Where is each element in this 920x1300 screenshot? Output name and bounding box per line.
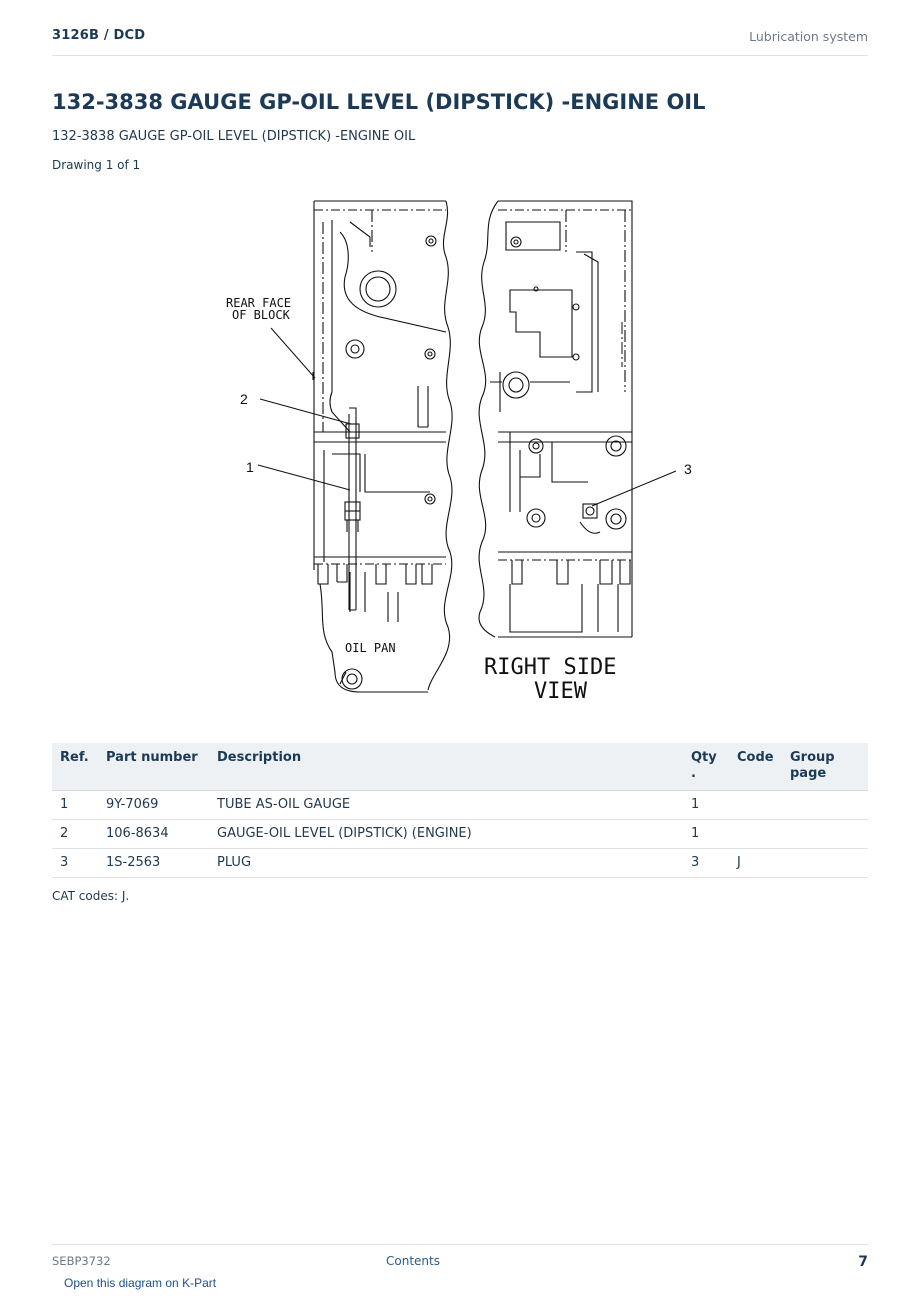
callout-2: 2 xyxy=(240,391,248,407)
cell-code xyxy=(729,820,782,849)
header-part-number: Part number xyxy=(98,743,209,791)
page-footer xyxy=(52,1244,868,1274)
leader-lines xyxy=(258,322,676,506)
parts-diagram xyxy=(200,192,720,704)
cell-code: J xyxy=(729,849,782,878)
cell-part-number: 9Y-7069 xyxy=(98,791,209,820)
cell-group-page xyxy=(782,849,868,878)
table-row xyxy=(52,791,868,820)
page-number: 7 xyxy=(858,1254,868,1270)
cell-ref: 1 xyxy=(52,791,98,820)
page-subtitle: 132-3838 GAUGE GP-OIL LEVEL (DIPSTICK) -ENGINE OIL xyxy=(52,129,416,144)
open-in-kpart-link[interactable]: Open this diagram on K-Part xyxy=(64,1276,217,1290)
cell-group-page xyxy=(782,820,868,849)
header-ref: Ref. xyxy=(52,743,98,791)
drawing-count: Drawing 1 of 1 xyxy=(52,158,141,172)
cell-group-page xyxy=(782,791,868,820)
page-title: 132-3838 GAUGE GP-OIL LEVEL (DIPSTICK) -ENGINE OIL xyxy=(52,90,706,114)
cell-ref: 3 xyxy=(52,849,98,878)
section-label: Lubrication system xyxy=(749,29,868,44)
cat-codes-note: CAT codes: J. xyxy=(52,889,130,903)
callout-1: 1 xyxy=(246,459,254,475)
cell-qty: 1 xyxy=(683,820,729,849)
model-label: 3126B / DCD xyxy=(52,28,146,43)
cell-description: TUBE AS-OIL GAUGE xyxy=(209,791,683,820)
header-code: Code xyxy=(729,743,782,791)
cell-qty: 1 xyxy=(683,791,729,820)
cell-code xyxy=(729,791,782,820)
document-id: SEBP3732 xyxy=(52,1254,111,1268)
header-description: Description xyxy=(209,743,683,791)
left-block-outline xyxy=(313,201,452,692)
rear-face-label-line1: REAR FACE xyxy=(226,296,292,310)
cell-part-number: 1S-2563 xyxy=(98,849,209,878)
header-qty: Qty . xyxy=(683,743,729,791)
rear-face-label-line2: OF BLOCK xyxy=(232,308,290,322)
cell-part-number: 106-8634 xyxy=(98,820,209,849)
parts-table xyxy=(52,743,868,878)
cell-description: PLUG xyxy=(209,849,683,878)
right-block-outline xyxy=(479,201,632,637)
right-side-label-line2: VIEW xyxy=(534,679,587,704)
table-header-row xyxy=(52,743,868,791)
cell-description: GAUGE-OIL LEVEL (DIPSTICK) (ENGINE) xyxy=(209,820,683,849)
header-group-page: Group page xyxy=(782,743,868,791)
oil-pan-label: OIL PAN xyxy=(345,641,396,655)
cell-qty: 3 xyxy=(683,849,729,878)
contents-link[interactable]: Contents xyxy=(386,1254,440,1268)
right-side-label-line1: RIGHT SIDE xyxy=(484,655,617,680)
table-row xyxy=(52,849,868,878)
table-row xyxy=(52,820,868,849)
callout-3: 3 xyxy=(684,461,692,477)
page-header xyxy=(52,28,868,56)
cell-ref: 2 xyxy=(52,820,98,849)
